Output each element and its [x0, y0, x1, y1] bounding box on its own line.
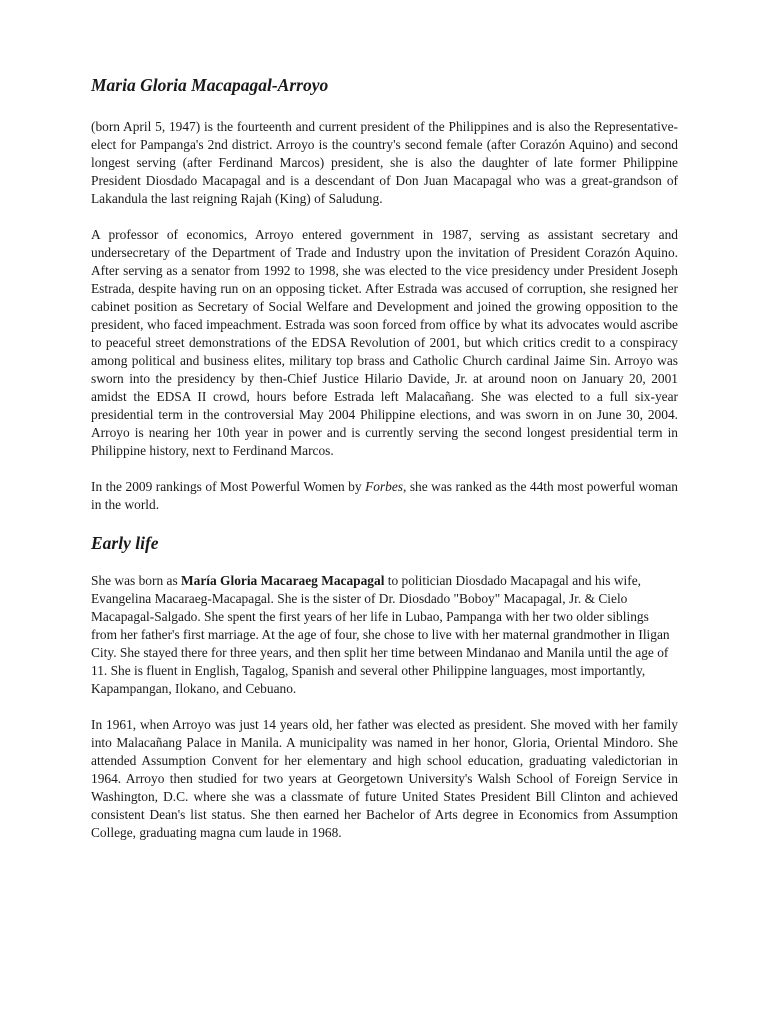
forbes-text-before: In the 2009 rankings of Most Powerful Women by	[91, 479, 366, 494]
document-page	[91, 74, 678, 860]
birth-name: María Gloria Macaraeg Macapagal	[181, 573, 385, 588]
intro-paragraph-2: A professor of economics, Arroyo entered government in 1987, serving as assistant secretary and undersecretary of the Department of Trade and Industry upon the invitation of President Corazón Aquino. After serving as a senator from 1992 to 1998, she was elected to the vice presidency under President Joseph Estrada, despite having run on an opposing ticket. After Estrada was accused of corruption, she resigned her cabinet position as Secretary of Social Welfare and Development and joined the growing opposition to the president, who faced impeachment. Estrada was soon forced from office by what its advocates would ascribe to peaceful street demonstrations of the EDSA Revolution of 2001, but which critics credit to a conspiracy among political and business elites, military top brass and Catholic Church cardinal Jaime Sin. Arroyo was sworn into the presidency by then-Chief Justice Hilario Davide, Jr. at around noon on January 20, 2001 amidst the EDSA II crowd, hours before Estrada left Malacañang. She was elected to a full six-year presidential term in the controversial May 2004 Philippine elections, and was sworn in on June 30, 2004. Arroyo is nearing her 10th year in power and is currently serving the second longest presidential term in Philippine history, next to Ferdinand Marcos.	[91, 227, 678, 458]
forbes-italic: Forbes	[365, 479, 403, 494]
early-life-paragraph-2: In 1961, when Arroyo was just 14 years old, her father was elected as president. She moved with her family into Malacañang Palace in Manila. A municipality was named in her honor, Gloria, Oriental Mindoro. She attended Assumption Convent for her elementary and high school education, graduating valedictorian in 1964. Arroyo then studied for two years at Georgetown University's Walsh School of Foreign Service in Washington, D.C. where she was a classmate of future United States President Bill Clinton and achieved consistent Dean's list status. She then earned her Bachelor of Arts degree in Economics from Assumption College, graduating magna cum laude in 1968.	[91, 717, 678, 840]
early-life-p1-before: She was born as	[91, 573, 182, 588]
forbes-text-after: , she was ranked as the 44th most powerful woman in the world.	[91, 479, 678, 512]
intro-paragraph-1: (born April 5, 1947) is the fourteenth and current president of the Philippines and is also the Representative-elect for Pampanga's 2nd district. Arroyo is the country's second female (after Corazón Aquino) and second longest serving (after Ferdinand Marcos) president, she is also the daughter of late former Philippine President Diosdado Macapagal and is a descendant of Don Juan Macapagal who was a great-grandson of Lakandula the last reigning Rajah (King) of Saludung.	[91, 119, 678, 206]
forbes-paragraph	[91, 478, 678, 514]
early-life-p1-after: to politician Diosdado Macapagal and his wife, Evangelina Macaraeg-Macapagal. She is the sister of Dr. Diosdado "Boboy" Macapagal, Jr. & Cielo Macapagal-Salgado. She spent the first years of her life in Lubao, Pampanga with her two older siblings from her father's first marriage. At the age of four, she chose to live with her maternal grandmother in Iligan City. She stayed there for three years, and then split her time between Mindanao and Manila until the age of 11. She is fluent in English, Tagalog, Spanish and several other Philippine languages, most importantly, Kapampangan, Ilokano, and Cebuano.	[91, 573, 670, 696]
document-title: Maria Gloria Macapagal-Arroyo	[91, 75, 329, 95]
early-life-paragraph-1	[91, 572, 678, 698]
early-life-heading: Early life	[91, 533, 159, 553]
